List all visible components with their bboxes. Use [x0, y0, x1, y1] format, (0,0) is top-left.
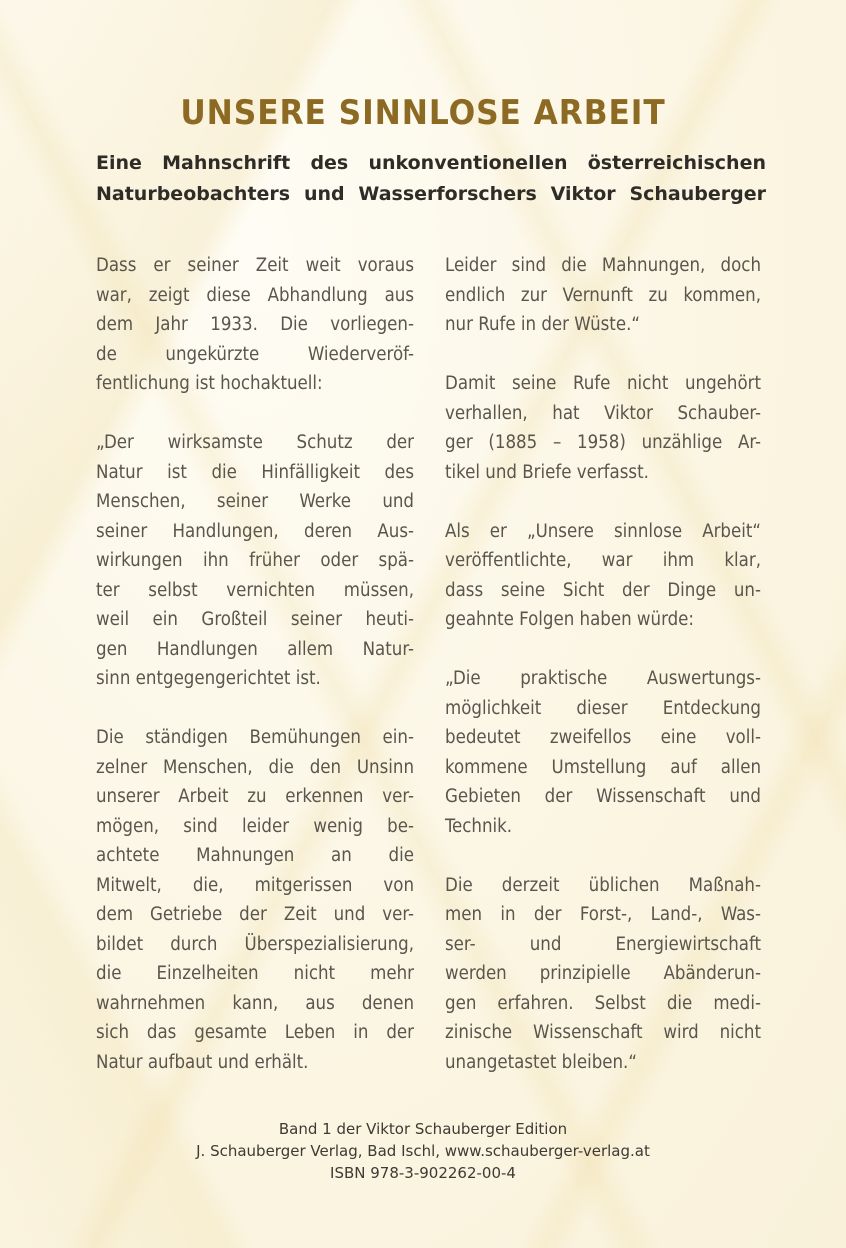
- text-line: Natur ist die Hinfälligkeit des: [96, 461, 414, 483]
- text-line: dass seine Sicht der Dinge un-: [445, 579, 761, 601]
- text-line: mögen, sind leider wenig be-: [96, 815, 414, 837]
- text-line: tikel und Briefe verfasst.: [445, 461, 649, 483]
- text-line: kommene Umstellung auf allen: [445, 756, 761, 778]
- text-line: geahnte Folgen haben würde:: [445, 609, 695, 630]
- text-line: werden prinzipielle Abänderun-: [445, 963, 761, 984]
- paragraph-biography: [445, 369, 761, 487]
- text-line: wahrnehmen kann, aus denen: [96, 992, 414, 1014]
- paragraph-quote-4: [445, 871, 761, 1078]
- text-line: seiner Handlungen, deren Aus-: [96, 520, 414, 542]
- text-line: „Die praktische Auswertungs-: [445, 668, 761, 689]
- paragraph-quote-end: [445, 251, 761, 340]
- text-line: war, zeigt diese Abhandlung aus: [96, 284, 414, 306]
- text-line: Technik.: [445, 815, 513, 837]
- paragraph-publication: [445, 517, 761, 635]
- subtitle-line: Eine Mahnschrift des unkonventionellen österreichischen: [96, 152, 766, 174]
- text-line: wirkungen ihn früher oder spä-: [96, 550, 414, 571]
- text-line: ger (1885 – 1958) unzählige Ar-: [445, 432, 761, 453]
- text-line: dem Getriebe der Zeit und ver-: [96, 904, 414, 925]
- text-line: sich das gesamte Leben in der: [96, 1022, 414, 1043]
- text-line: dem Jahr 1933. Die vorliegen-: [96, 314, 414, 335]
- text-line: gen Handlungen allem Natur-: [96, 638, 414, 660]
- text-line: Als er „Unsere sinnlose Arbeit“: [445, 520, 761, 542]
- text-line: unserer Arbeit zu erkennen ver-: [96, 786, 414, 807]
- text-line: zelner Menschen, die den Unsinn: [96, 756, 414, 778]
- subtitle-line: Naturbeobachters und Wasserforschers Viktor Schauberger: [96, 183, 766, 205]
- text-line: möglichkeit dieser Entdeckung: [445, 697, 761, 719]
- left-text-column: [96, 251, 414, 1107]
- right-text-column: [445, 251, 761, 1107]
- text-line: Gebieten der Wissenschaft und: [445, 786, 761, 807]
- text-line: Natur aufbaut und erhält.: [96, 1051, 309, 1073]
- text-line: endlich zur Vernunft zu kommen,: [445, 284, 761, 306]
- text-line: Leider sind die Mahnungen, doch: [445, 255, 761, 276]
- paragraph-quote-1: [96, 428, 414, 694]
- text-line: nur Rufe in der Wüste.“: [445, 314, 640, 335]
- text-line: sinn entgegengerichtet ist.: [96, 668, 321, 689]
- paragraph-intro: [96, 251, 414, 399]
- text-line: Dass er seiner Zeit weit voraus: [96, 255, 414, 276]
- text-line: Mitwelt, die, mitgerissen von: [96, 874, 414, 896]
- text-line: gen erfahren. Selbst die medi-: [445, 992, 761, 1014]
- text-line: veröffentlichte, war ihm klar,: [445, 550, 761, 571]
- text-line: de ungekürzte Wiederveröf-: [96, 343, 414, 365]
- text-line: die Einzelheiten nicht mehr: [96, 963, 414, 984]
- text-line: fentlichung ist hochaktuell:: [96, 373, 323, 394]
- text-line: ter selbst vernichten müssen,: [96, 579, 414, 601]
- text-line: Damit seine Rufe nicht ungehört: [445, 373, 761, 394]
- text-line: bedeutet zweifellos eine voll-: [445, 727, 761, 748]
- text-line: achtete Mahnungen an die: [96, 845, 414, 866]
- publisher-info: J. Schauberger Verlag, Bad Ischl, www.schauberger-verlag.at: [196, 1142, 650, 1160]
- text-line: men in der Forst-, Land-, Was-: [445, 904, 761, 925]
- text-line: ser- und Energiewirtschaft: [445, 933, 761, 955]
- text-line: Die derzeit üblichen Maßnah-: [445, 874, 761, 896]
- text-line: unangetastet bleiben.“: [445, 1051, 637, 1073]
- isbn: ISBN 978-3-902262-00-4: [330, 1164, 516, 1182]
- book-title: UNSERE SINNLOSE ARBEIT: [180, 92, 666, 133]
- text-line: „Der wirksamste Schutz der: [96, 432, 414, 453]
- text-line: Die ständigen Bemühungen ein-: [96, 727, 414, 748]
- paragraph-quote-2: [96, 723, 414, 1077]
- text-line: zinische Wissenschaft wird nicht: [445, 1022, 761, 1043]
- book-subtitle: [96, 148, 766, 210]
- text-line: Menschen, seiner Werke und: [96, 491, 414, 512]
- text-line: weil ein Großteil seiner heuti-: [96, 609, 414, 630]
- text-line: bildet durch Überspezialisierung,: [96, 933, 414, 955]
- publisher-footer: [0, 1118, 846, 1184]
- edition-info: Band 1 der Viktor Schauberger Edition: [278, 1120, 568, 1138]
- paragraph-quote-3: [445, 664, 761, 841]
- text-line: verhallen, hat Viktor Schauber-: [445, 402, 761, 424]
